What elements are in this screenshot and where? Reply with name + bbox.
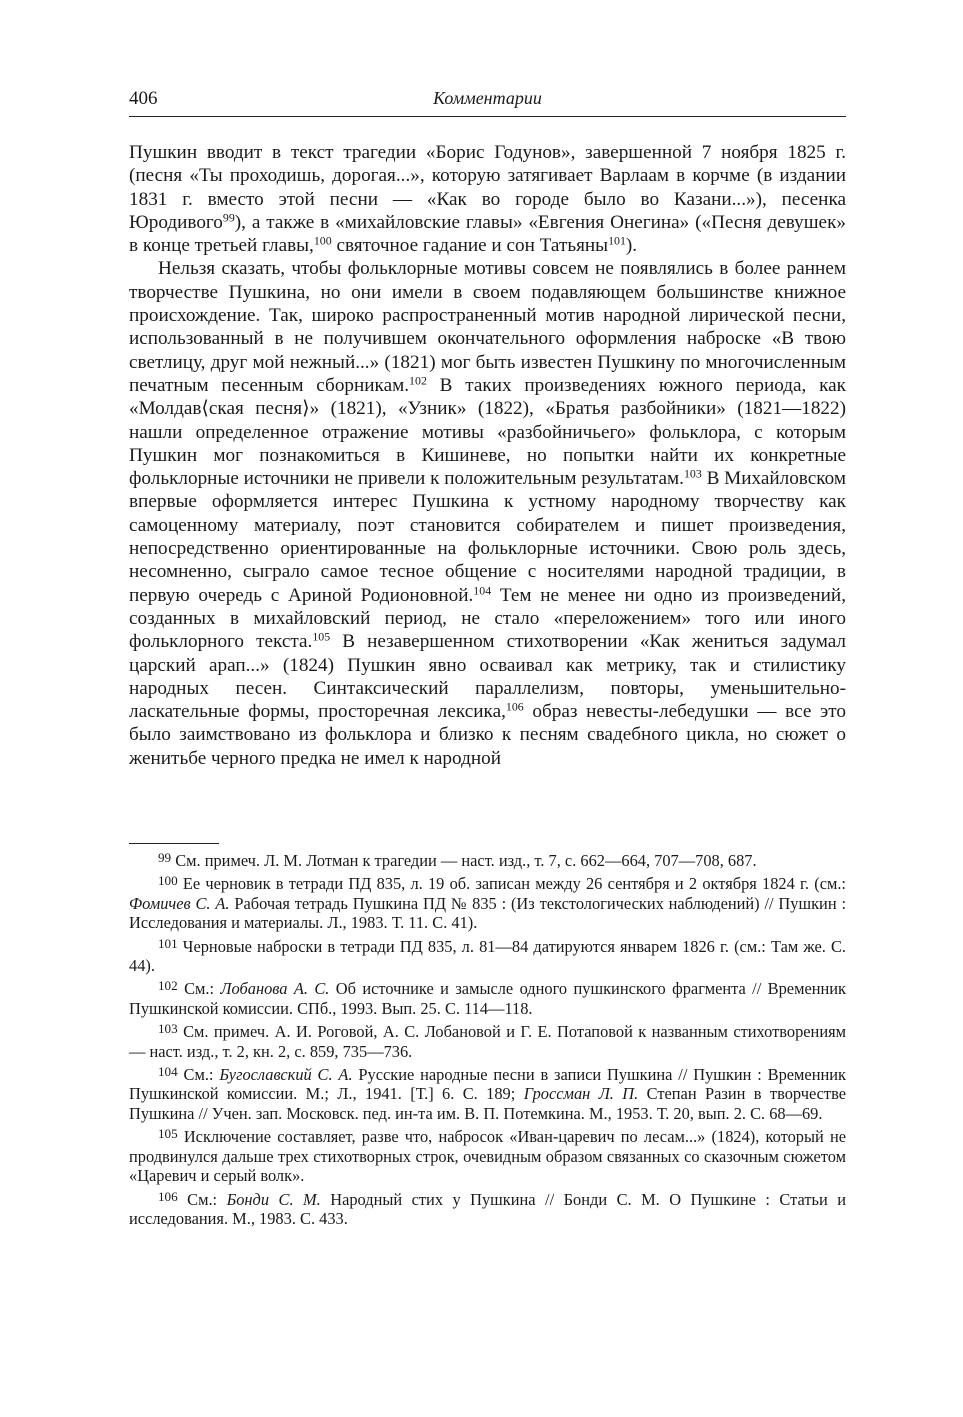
footnote-text: Черновые наброски в тетради ПД 835, л. 81—84 датируются январем 1826 г. (см.: Там же. С. 44).: [129, 936, 846, 976]
footnote-number: 102: [158, 978, 178, 994]
footnote-99: [129, 851, 846, 870]
footnote-author: Лобанова А. С.: [220, 979, 330, 999]
page-number: 406: [129, 88, 158, 109]
footnote-author: Гроссман Л. П.: [523, 1084, 639, 1104]
footnote-author: Фомичев С. А.: [129, 893, 230, 913]
footnote-number: 103: [158, 1021, 178, 1037]
footnote-105: [129, 1127, 846, 1185]
footnote-ref[interactable]: 106: [505, 699, 524, 714]
footnote-100: [129, 874, 846, 932]
footnote-author: Бонди С. М.: [226, 1189, 321, 1209]
footnote-104: [129, 1065, 846, 1123]
footnote-text: См.:: [177, 979, 221, 999]
footnote-text: См.:: [177, 1189, 227, 1209]
paragraph-text: Нельзя сказать, чтобы фольклорные мотивы совсем не появлялись в более раннем творчестве Пушкина, но они имели в своем подавляющем большинстве книжное происхождение. Так, широко распространенный мотив народной лирической песни, использованный в не получившем окончательного оформления наброске «В твою светлицу, друг мой нежный...» (1821) мог быть известен Пушкину по многочисленным печатным песенным сборникам.: [129, 258, 846, 396]
footnote-number: 104: [158, 1064, 178, 1080]
footnote-ref[interactable]: 101: [608, 233, 626, 248]
footnote-number: 106: [158, 1188, 178, 1204]
footnote-text: Ее черновик в тетради ПД 835, л. 19 об. записан между 26 сентября и 2 октября 1824 г. (см.:: [177, 874, 846, 894]
footnote-text: Рабочая тетрадь Пушкина ПД № 835 : (Из текстологических наблюдений) // Пушкин : Исследования и материалы. Л., 1983. Т. 11. С. 41).: [129, 893, 847, 933]
footnote-text: Степан Разин в творчестве Пушкина // Учен. зап. Московск. пед. ин-та им. В. П. Потемкина. М., 1953. Т. 20, вып. 2. С. 68—69.: [129, 1084, 846, 1123]
footnote-text: См.:: [177, 1065, 220, 1085]
footnote-106: [129, 1190, 846, 1229]
running-title: Комментарии: [433, 88, 542, 108]
footnotes: [129, 851, 846, 1232]
footnote-ref[interactable]: 99: [222, 210, 235, 225]
footnote-text: Русские народные песни в записи Пушкина // Пушкин : Временник Пушкинской комиссии. М.; Л., 1941. [Т.] 6. С. 189;: [129, 1065, 846, 1104]
footnote-ref[interactable]: 104: [473, 583, 492, 598]
footnote-102: [129, 979, 846, 1018]
paragraph-text: В таких произведениях южного периода, как «Молдав⟨ская песня⟩» (1821), «Узник» (1822), «Братья разбойники» (1821—1822) нашли определенное отражение мотивы «разбойничьего» фольклора, с которым Пушкин мог познакомиться в Кишиневе, но попытки найти их конкретные фольклорные источники не привели к положительным результатам.: [129, 374, 846, 490]
footnote-number: 105: [158, 1126, 178, 1142]
footnote-ref[interactable]: 103: [683, 466, 702, 481]
paragraph-text: Пушкин вводит в текст трагедии «Борис Годунов», завершенной 7 ноября 1825 г. (песня «Ты проходишь, дорогая...», которую затягивает Варлаам в корчме (в издании 1831 г. вместо этой песни — «Как во городе было во Казани...»), песенка Юродивого: [129, 142, 846, 233]
footnote-101: [129, 937, 846, 976]
header-rule: [129, 116, 846, 117]
footnote-separator: [129, 843, 219, 844]
footnote-text: Об источнике и замысле одного пушкинского фрагмента // Временник Пушкинской комиссии. СПб., 1993. Вып. 25. С. 114—118.: [129, 979, 846, 1018]
paragraph-text: В незавершенном стихотворении «Как жениться задумал царский арап...» (1824) Пушкин явно осваивал как метрику, так и стилистику народных песен. Синтаксический параллелизм, повторы, уменьшительно-ласкательные формы, просторечная лексика,: [129, 631, 846, 723]
footnote-number: 101: [158, 935, 178, 951]
footnote-text: См. примеч. Л. М. Лотман к трагедии — наст. изд., т. 7, с. 662—664, 707—708, 687.: [171, 851, 757, 870]
paragraph-text: образ невесты-лебедушки — все это было заимствовано из фольклора и близко к песням свадебного цикла, но сюжет о женитьбе черного предка не имел к народной: [129, 701, 847, 769]
footnote-text: Исключение составляет, разве что, набросок «Иван-царевич по лесам...» (1824), который не продвинулся дальше трех стихотворных строк, очевидным образом связанных со сказочным сюжетом «Царевич и серый волк».: [129, 1127, 846, 1186]
paragraph-text: святочное гадание и сон Татьяны: [331, 235, 609, 257]
footnote-number: 100: [158, 873, 178, 889]
footnote-author: Бугославский С. А.: [219, 1065, 353, 1085]
paragraph-text: ).: [625, 235, 638, 257]
footnote-ref[interactable]: 102: [409, 373, 427, 388]
footnote-103: [129, 1022, 846, 1061]
footnote-text: См. примеч. А. И. Роговой, А. С. Лобановой и Г. Е. Потаповой к названным стихотворениям — наст. изд., т. 2, кн. 2, с. 859, 735—736.: [129, 1022, 846, 1061]
paragraph-text: Тем не менее ни одно из произведений, созданных в михайловский период, не стало «переложением» того или иного фольклорного текста.: [129, 584, 846, 653]
footnote-number: 99: [158, 850, 172, 866]
paragraph-2: [129, 257, 846, 770]
footnote-ref[interactable]: 105: [312, 629, 331, 644]
paragraph-1: [129, 141, 846, 257]
footnote-text: Народный стих у Пушкина // Бонди С. М. О Пушкине : Статьи и исследования. М., 1983. С. 433.: [129, 1189, 846, 1228]
paragraph-text: ), а также в «михайловские главы» «Евгения Онегина» («Песня девушек» в конце третьей главы,: [129, 211, 846, 257]
page-header: [129, 88, 846, 116]
main-text: [129, 141, 846, 770]
paragraph-text: В Михайловском впервые оформляется интерес Пушкина к устному народному творчеству как самоценному материалу, поэт становится собирателем и пишет произведения, непосредственно ориентированные на фольклорные источники. Свою роль здесь, несомненно, сыграло самое тесное общение с носителями народной традиции, в первую очередь с Ариной Родионовной.: [129, 468, 846, 606]
footnote-ref[interactable]: 100: [313, 233, 332, 248]
